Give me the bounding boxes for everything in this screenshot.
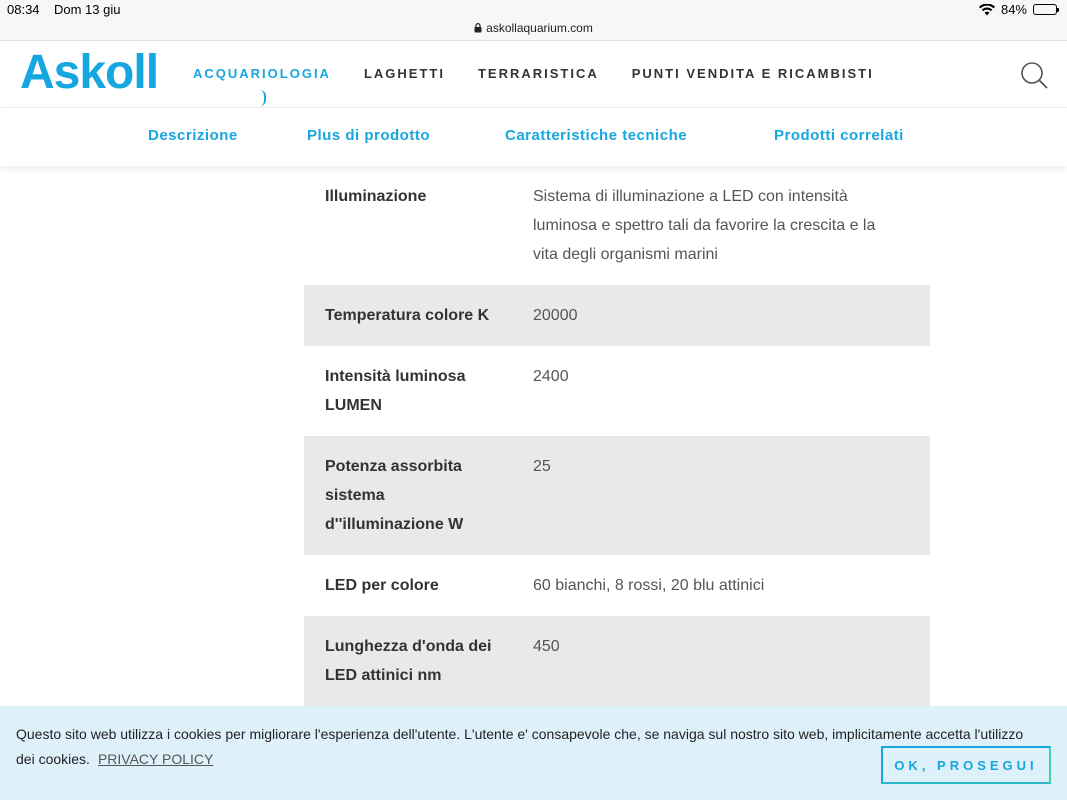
cookie-banner xyxy=(0,706,1067,800)
product-subnav xyxy=(0,107,1067,166)
active-nav-indicator xyxy=(260,90,266,106)
cookie-ok-button[interactable]: OK, PROSEGUI xyxy=(881,746,1051,784)
spec-label: Illuminazione xyxy=(325,188,427,205)
privacy-policy-link[interactable]: PRIVACY POLICY xyxy=(97,751,214,767)
battery-icon xyxy=(1033,4,1057,15)
nav-acquariologia[interactable]: ACQUARIOLOGIA xyxy=(193,66,331,81)
table-row xyxy=(304,436,930,555)
cookie-message: Questo sito web utilizza i cookies per migliorare l'esperienza dell'utente. L'utente e' consapevole che, se naviga sul nostro sito web, implicitamente accetta l'utilizzo dei cookies. xyxy=(16,726,1024,767)
subnav-caratteristiche[interactable]: Caratteristiche tecniche xyxy=(505,127,688,144)
status-bar xyxy=(0,0,1067,20)
askoll-logo[interactable]: Askoll xyxy=(20,46,159,99)
nav-terraristica[interactable]: TERRARISTICA xyxy=(477,66,599,81)
spec-value: 450 xyxy=(533,638,560,655)
lock-icon xyxy=(474,23,482,33)
battery-percent: 84% xyxy=(1000,2,1027,17)
spec-label: Temperatura colore K xyxy=(325,307,490,324)
spec-value: Sistema di illuminazione a LED con intensità luminosa e spettro tali da favorire la crescita e la vita degli organismi marini xyxy=(533,188,876,263)
spec-label: LED per colore xyxy=(325,577,439,594)
spec-label: Intensità luminosa LUMEN xyxy=(325,368,466,414)
wifi-icon xyxy=(979,4,995,16)
url-bar[interactable] xyxy=(0,20,1067,41)
table-row xyxy=(304,555,930,616)
spec-value: 25 xyxy=(533,458,551,475)
nav-punti-vendita[interactable]: PUNTI VENDITA E RICAMBISTI xyxy=(631,66,874,81)
status-date: Dom 13 giu xyxy=(54,2,121,17)
site-header xyxy=(0,41,1067,107)
table-row xyxy=(304,166,930,285)
search-icon[interactable] xyxy=(1019,60,1049,90)
subnav-descrizione[interactable]: Descrizione xyxy=(148,127,238,144)
main-nav xyxy=(193,66,907,81)
subnav-prodotti-correlati[interactable]: Prodotti correlati xyxy=(774,127,904,144)
spec-label: Potenza assorbita sistema d''illuminazione W xyxy=(325,458,464,533)
nav-laghetti[interactable]: LAGHETTI xyxy=(363,66,445,81)
spec-value: 60 bianchi, 8 rossi, 20 blu attinici xyxy=(533,577,765,594)
url-text: askollaquarium.com xyxy=(486,21,593,35)
subnav-plus-prodotto[interactable]: Plus di prodotto xyxy=(307,127,430,144)
status-time: 08:34 xyxy=(7,2,40,17)
spec-value: 2400 xyxy=(533,368,569,385)
status-right xyxy=(979,2,1057,17)
table-row xyxy=(304,285,930,346)
spec-label: Lunghezza d'onda dei LED attinici nm xyxy=(325,638,492,684)
spec-table xyxy=(304,166,930,730)
spec-value: 20000 xyxy=(533,307,578,324)
table-row xyxy=(304,346,930,436)
